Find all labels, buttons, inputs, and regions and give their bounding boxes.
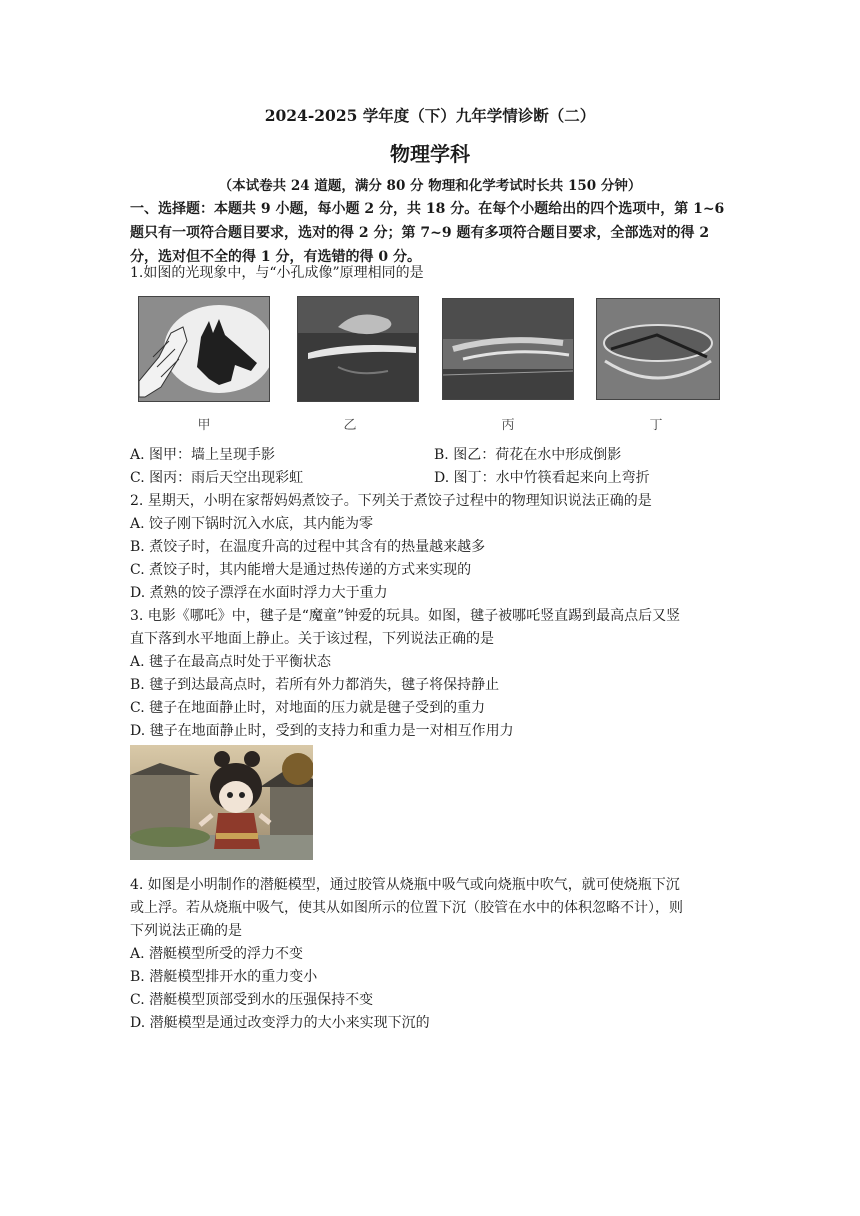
q2-option-a: A. 饺子刚下锅时沉入水底，其内能为零 <box>130 516 374 532</box>
exam-note: （本试卷共 24 道题，满分 80 分 物理和化学考试时长共 150 分钟） <box>218 178 642 194</box>
q3-option-c: C. 毽子在地面静止时，对地面的压力就是毽子受到的重力 <box>130 700 486 716</box>
q4-stem-line: 4. 如图是小明制作的潜艇模型，通过胶管从烧瓶中吸气或向烧瓶中吹气，就可使烧瓶下沉 <box>130 877 680 893</box>
figure-jia-hand-shadow <box>138 296 270 402</box>
q3-option-b: B. 毽子到达最高点时，若所有外力都消失，毽子将保持静止 <box>130 677 500 693</box>
q4-option-c: C. 潜艇模型顶部受到水的压强保持不变 <box>130 992 374 1008</box>
q1-stem: 1.如图的光现象中，与“小孔成像”原理相同的是 <box>130 265 424 281</box>
q1-option-c: C. 图丙：雨后天空出现彩虹 <box>130 470 304 486</box>
q4-option-a: A. 潜艇模型所受的浮力不变 <box>130 946 304 962</box>
section-line: 一、选择题：本题共 9 小题，每小题 2 分，共 18 分。在每个小题给出的四个选项中，第 1~6 <box>130 201 725 217</box>
q2-option-b: B. 煮饺子时，在温度升高的过程中其含有的热量越来越多 <box>130 539 486 555</box>
q1-option-a: A. 图甲：墙上呈现手影 <box>130 447 276 463</box>
figure-caption: 甲 <box>197 418 211 433</box>
q3-option-d: D. 毽子在地面静止时，受到的支持力和重力是一对相互作用力 <box>130 723 514 739</box>
figure-ding-chopsticks <box>596 298 720 400</box>
figure-caption: 丁 <box>649 418 663 433</box>
section-line: 题只有一项符合题目要求，选对的得 2 分；第 7~9 题有多项符合题目要求，全部选对的得 2 <box>130 225 710 241</box>
figure-caption: 乙 <box>343 418 357 433</box>
q2-option-c: C. 煮饺子时，其内能增大是通过热传递的方式来实现的 <box>130 562 472 578</box>
section-instructions <box>130 197 740 269</box>
q4-option-b: B. 潜艇模型排开水的重力变小 <box>130 969 318 985</box>
q1-option-d: D. 图丁：水中竹筷看起来向上弯折 <box>434 470 650 486</box>
q3-stem-line: 直下落到水平地面上静止。关于该过程，下列说法正确的是 <box>130 631 494 647</box>
q1-option-b: B. 图乙：荷花在水中形成倒影 <box>434 447 622 463</box>
figure-bing-rainbow <box>442 298 574 400</box>
q3-stem-line: 3. 电影《哪吒》中，毽子是“魔童”钟爱的玩具。如图，毽子被哪吒竖直踢到最高点后又竖 <box>130 608 681 624</box>
figure-caption: 丙 <box>501 418 515 433</box>
nezha-movie-still <box>130 745 313 860</box>
figure-yi-lotus-reflection <box>297 296 419 402</box>
q4-stem-line: 下列说法正确的是 <box>130 923 242 939</box>
q2-stem: 2. 星期天，小明在家帮妈妈煮饺子。下列关于煮饺子过程中的物理知识说法正确的是 <box>130 493 652 509</box>
q4-option-d: D. 潜艇模型是通过改变浮力的大小来实现下沉的 <box>130 1015 430 1031</box>
section-line: 分，选对但不全的得 1 分，有选错的得 0 分。 <box>130 249 421 265</box>
q3-option-a: A. 毽子在最高点时处于平衡状态 <box>130 654 332 670</box>
q4-stem-line: 或上浮。若从烧瓶中吸气，使其从如图所示的位置下沉（胶管在水中的体积忽略不计），则 <box>130 900 683 916</box>
exam-title: 2024-2025 学年度（下）九年学情诊断（二） <box>264 106 596 125</box>
q2-option-d: D. 煮熟的饺子漂浮在水面时浮力大于重力 <box>130 585 388 601</box>
subject-title: 物理学科 <box>390 142 470 166</box>
